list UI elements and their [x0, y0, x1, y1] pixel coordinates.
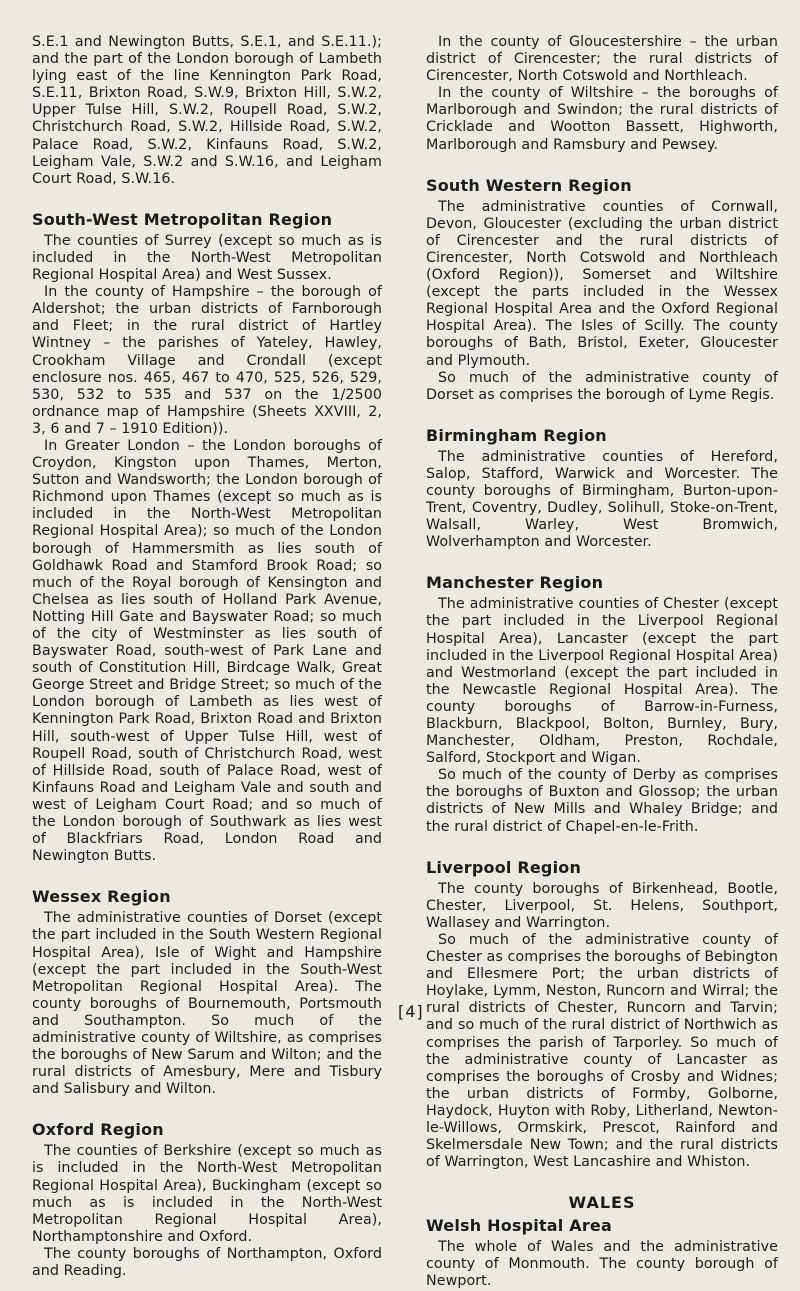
heading-south-west-metropolitan: South-West Metropolitan Region [32, 209, 333, 229]
heading-liverpool: Liverpool Region [426, 857, 582, 877]
heading-birmingham: Birmingham Region [426, 425, 607, 445]
paragraph: The counties of Berkshire (except so much as is included in the North-West Metropolitan Regional Hospital Area), Buckingham (except so much as is included in the North-West Metropolitan Regional Hospital Area), Northamptonshire and Oxford. [32, 1143, 382, 1245]
heading-south-western: South Western Region [426, 175, 632, 195]
right-column [426, 34, 778, 1291]
paragraph: The counties of Surrey (except so much as is included in the North-West Metropolitan Regional Hospital Area) and West Sussex. [32, 232, 382, 284]
heading-welsh-hospital-area: Welsh Hospital Area [426, 1216, 612, 1236]
heading-oxford: Oxford Region [32, 1120, 164, 1140]
paragraph: The county boroughs of Birkenhead, Bootle, Chester, Liverpool, St. Helens, Southport, Wallasey and Warrington. [426, 880, 778, 931]
paragraph: In the county of Gloucestershire – the urban district of Cirencester; the rural districts of Cirencester, North Cotswold and Northleach. [426, 34, 778, 85]
paragraph: So much of the administrative county of Chester as comprises the boroughs of Bebington and Ellesmere Port; the urban districts of Hoylake, Lymm, Neston, Runcorn and Wirral; the rural districts of Chester, Runcorn and Tarvin; and so much of the rural district of Northwich as comprises the parish of Tarporley. So much of the administrative county of Lancaster as comprises the boroughs of Crosby and Widnes; the urban districts of Formby, Golborne, Haydock, Huyton with Roby, Litherland, Newton-le-Willows, Ormskirk, Prescot, Rainford and Skelmersdale New Town; and the rural districts of Warrington, West Lancashire and Whiston. [426, 931, 778, 1171]
paragraph: The administrative counties of Chester (except the part included in the Liverpool Regional Hospital Area), Lancaster (except the part included in the Liverpool Regional Hospital Area) and Westmorland (except the part included in the Newcastle Regional Hospital Area). The county boroughs of Barrow-in-Furness, Blackburn, Blackpool, Bolton, Burnley, Bury, Manchester, Oldham, Preston, Rochdale, Salford, Stockport and Wigan. [426, 596, 778, 767]
paragraph: In the county of Hampshire – the borough of Aldershot; the urban districts of Farnborough and Fleet; in the rural district of Hartley Wintney – the parishes of Yateley, Hawley, Crookham Village and Crondall (except enclosure nos. 465, 467 to 470, 525, 526, 529, 530, 532 to 535 and 537 on the 1/2500 ordnance map of Hampshire (Sheets XXVIII, 2, 3, 6 and 7 – 1910 Edition)). [32, 284, 382, 437]
paragraph: So much of the county of Derby as comprises the boroughs of Buxton and Glossop; the urban districts of New Mills and Whaley Bridge; and the rural district of Chapel-en-le-Frith. [426, 767, 778, 835]
paragraph: The administrative counties of Hereford, Salop, Stafford, Warwick and Worcester. The county boroughs of Birmingham, Burton-upon-Trent, Coventry, Dudley, Solihull, Stoke-on-Trent, Walsall, Warley, West Bromwich, Wolverhampton and Worcester. [426, 448, 778, 551]
paragraph: In the county of Wiltshire – the boroughs of Marlborough and Swindon; the rural districts of Cricklade and Wootton Bassett, Highworth, Marlborough and Ramsbury and Pewsey. [426, 85, 778, 153]
page-number: [4] [398, 1002, 424, 1021]
paragraph: The administrative counties of Cornwall, Devon, Gloucester (excluding the urban district of Cirencester and the rural districts of Cirencester, North Cotswold and Northleach (Oxford Region)), Somerset and Wiltshire (except the parts included in the Wessex Regional Hospital Area and the Oxford Regional Hospital Area). The Isles of Scilly. The county boroughs of Bath, Bristol, Exeter, Gloucester and Plymouth. [426, 198, 778, 369]
left-column [32, 34, 382, 1280]
paragraph: In Greater London – the London boroughs of Croydon, Kingston upon Thames, Merton, Sutton and Wandsworth; the London borough of Richmond upon Thames (except so much as is included in the North-West Metropolitan Regional Hospital Area); so much of the London borough of Hammersmith as lies south of Goldhawk Road and Stamford Brook Road; so much of the Royal borough of Kensington and Chelsea as lies south of Holland Park Avenue, Notting Hill Gate and Bayswater Road; so much of the city of Westminster as lies south of Bayswater Road, south-west of Park Lane and south of Constitution Hill, Birdcage Walk, Great George Street and Bridge Street; so much of the London borough of Lambeth as lies west of Kennington Park Road, Brixton Road and Brixton Hill, south-west of Upper Tulse Hill, west of Roupell Road, south of Christchurch Road, west of Hillside Road, south of Palace Road, west of Kinfauns Road and Leigham Vale and south and west of Leigham Court Road; and so much of the London borough of Southwark as lies west of Blackfriars Road, London Road and Newington Butts. [32, 437, 382, 865]
continued-paragraph: S.E.1 and Newington Butts, S.E.1, and S.E.11.); and the part of the London borough of Lambeth lying east of the line Kennington Park Road, S.E.11, Brixton Road, S.W.9, Brixton Hill, S.W.2, Upper Tulse Hill, S.W.2, Roupell Road, S.W.2, Christchurch Road, S.W.2, Hillside Road, S.W.2, Palace Road, S.W.2, Kinfauns Road, S.W.2, Leigham Vale, S.W.2 and S.W.16, and Leigham Court Road, S.W.16. [32, 34, 382, 187]
heading-wessex: Wessex Region [32, 887, 171, 907]
heading-wales: WALES [568, 1193, 636, 1213]
paragraph: The county boroughs of Northampton, Oxford and Reading. [32, 1245, 382, 1279]
paragraph: The whole of Wales and the administrative county of Monmouth. The county borough of Newport. [426, 1239, 778, 1290]
heading-manchester: Manchester Region [426, 573, 604, 593]
paragraph: The administrative counties of Dorset (except the part included in the South Western Regional Hospital Area), Isle of Wight and Hampshire (except the part included in the South-West Metropolitan Regional Hospital Area). The county boroughs of Bournemouth, Portsmouth and Southampton. So much of the administrative county of Wiltshire, as comprises the boroughs of New Sarum and Wilton; and the rural districts of Amesbury, Mere and Tisbury and Salisbury and Wilton. [32, 910, 382, 1098]
paragraph: So much of the administrative county of Dorset as comprises the borough of Lyme Regis. [426, 369, 778, 403]
